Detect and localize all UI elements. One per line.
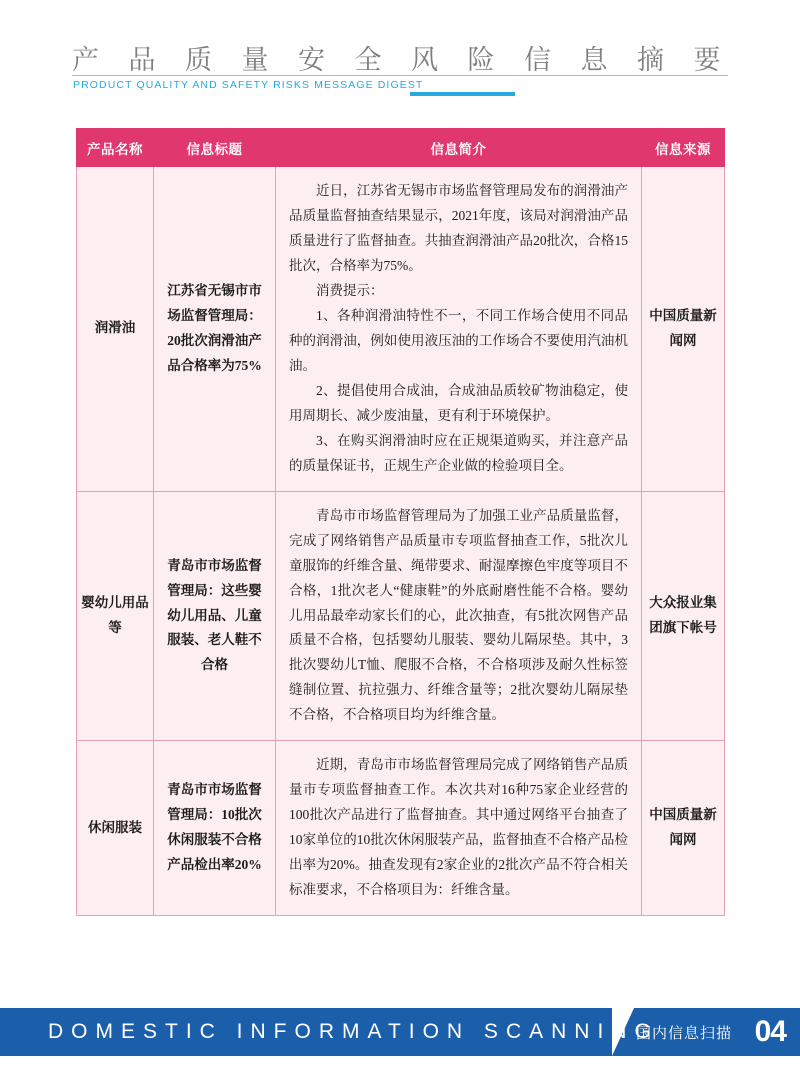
header-accent-bar bbox=[410, 92, 515, 96]
table-row bbox=[77, 167, 725, 492]
column-header-info-title: 信息标题 bbox=[154, 129, 276, 167]
summary-paragraph: 3、在购买润滑油时应在正规渠道购买，并注意产品的质量保证书，正规生产企业做的检验项目全。 bbox=[289, 432, 628, 473]
cell-info-title: 青岛市市场监督管理局：10批次休闲服装不合格产品检出率20% bbox=[154, 741, 276, 916]
page-subtitle-en: PRODUCT QUALITY AND SAFETY RISKS MESSAGE DIGEST bbox=[73, 79, 424, 91]
column-header-info-summary: 信息简介 bbox=[276, 129, 642, 167]
summary-paragraph: 近日，江苏省无锡市市场监督管理局发布的润滑油产品质量监督抽查结果显示，2021年度，该局对润滑油产品质量进行了监督抽查。共抽查润滑油产品20批次，合格15批次，合格率为75%。 bbox=[289, 183, 628, 273]
footer-section-label-en: DOMESTIC INFORMATION SCANNING bbox=[48, 1020, 659, 1043]
header-divider bbox=[72, 75, 728, 76]
table-row bbox=[77, 741, 725, 916]
cell-info-summary bbox=[276, 741, 642, 916]
cell-info-summary bbox=[276, 491, 642, 741]
cell-info-title: 青岛市市场监督管理局：这些婴幼儿用品、儿童服装、老人鞋不合格 bbox=[154, 491, 276, 741]
risk-info-table bbox=[76, 128, 725, 916]
summary-paragraph: 青岛市市场监督管理局为了加强工业产品质量监督，完成了网络销售产品质量市专项监督抽查工作，5批次儿童服饰的纤维含量、绳带要求、耐湿摩擦色牢度等项目不合格，1批次老人“健康鞋”的外底耐磨性能不合格。婴幼儿用品最牵动家长们的心，此次抽查，有5批次网售产品质量不合格，包括婴幼儿服装、婴幼儿隔尿垫。其中，3批次婴幼儿T恤、爬服不合格，不合格项涉及耐久性标签缝制位置、抗拉强力、纤维含量等；2批次婴幼儿隔尿垫不合格，不合格项目均为纤维含量。 bbox=[289, 507, 628, 723]
summary-paragraph: 2、提倡使用合成油，合成油品质较矿物油稳定，使用周期长、减少废油量，更有利于环境保护。 bbox=[289, 382, 628, 423]
column-header-product-name: 产品名称 bbox=[77, 129, 154, 167]
column-header-info-source: 信息来源 bbox=[642, 129, 725, 167]
summary-paragraph: 消费提示： bbox=[316, 282, 384, 298]
table-row bbox=[77, 491, 725, 741]
cell-product-name: 休闲服装 bbox=[77, 741, 154, 916]
table-header-row bbox=[77, 129, 725, 167]
cell-info-source: 中国质量新闻网 bbox=[642, 167, 725, 492]
page-footer bbox=[0, 986, 800, 1086]
cell-product-name: 润滑油 bbox=[77, 167, 154, 492]
page-header bbox=[0, 0, 800, 110]
cell-info-source: 中国质量新闻网 bbox=[642, 741, 725, 916]
footer-section-label-cn: 国内信息扫描 bbox=[635, 1025, 732, 1042]
cell-info-summary bbox=[276, 167, 642, 492]
risk-info-table-wrapper bbox=[76, 128, 724, 916]
page-title: 产 品 质 量 安 全 风 险 信 息 摘 要 bbox=[72, 45, 732, 75]
cell-info-source: 大众报业集团旗下帐号 bbox=[642, 491, 725, 741]
cell-info-title: 江苏省无锡市市场监督管理局：20批次润滑油产品合格率为75% bbox=[154, 167, 276, 492]
summary-paragraph: 近期，青岛市市场监督管理局完成了网络销售产品质量市专项监督抽查工作。本次共对16种75家企业经营的100批次产品进行了监督抽查。其中通过网络平台抽查了10家单位的10批次休闲服装产品，监督抽查不合格产品检出率为20%。抽查发现有2家企业的2批次产品不符合相关标准要求，不合格项目为：纤维含量。 bbox=[289, 757, 628, 898]
summary-paragraph: 1、各种润滑油特性不一，不同工作场合使用不同品种的润滑油，例如使用液压油的工作场合不要使用汽油机油。 bbox=[289, 307, 628, 373]
cell-product-name: 婴幼儿用品等 bbox=[77, 491, 154, 741]
page-number: 04 bbox=[754, 1015, 786, 1048]
